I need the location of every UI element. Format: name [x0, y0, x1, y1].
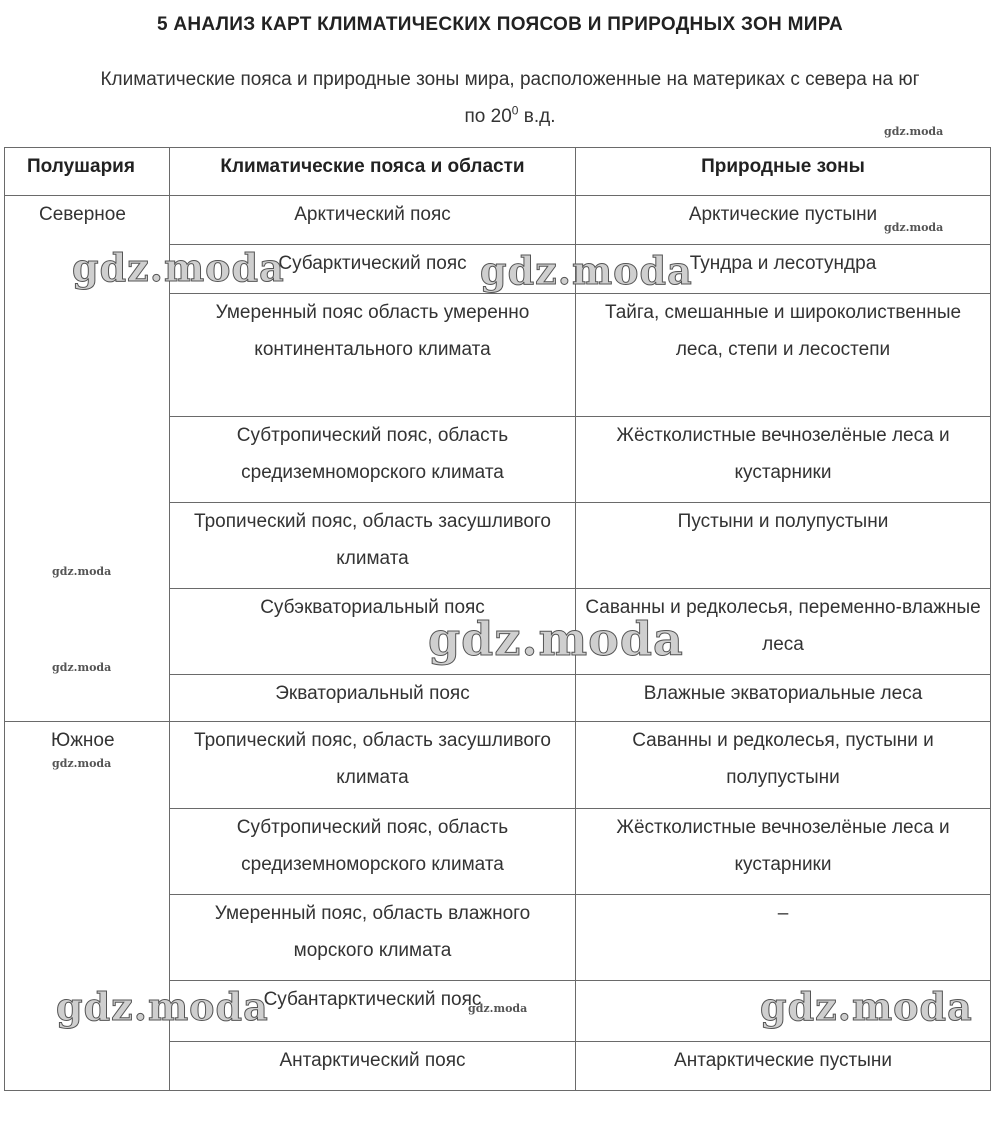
- belt-cell: Умеренный пояс, область влажного морского климата: [170, 895, 576, 981]
- subtitle-degree-sup: 0: [511, 103, 519, 118]
- table-header-row: [5, 148, 991, 196]
- hemisphere-southern: Южное: [5, 722, 170, 1091]
- belt-cell: Антарктический пояс: [170, 1042, 576, 1091]
- belt-cell: Субтропический пояс, область средиземноморского климата: [170, 809, 576, 895]
- watermark: gdz.moda: [56, 984, 269, 1029]
- zone-cell: Арктические пустыни: [576, 196, 991, 245]
- belt-cell: Тропический пояс, область засушливого климата: [170, 722, 576, 809]
- watermark: gdz.moda: [428, 612, 684, 666]
- belt-cell: Субэкваториальный пояс: [170, 589, 576, 675]
- subtitle-line2-prefix: по 20: [464, 106, 512, 127]
- watermark: gdz.moda: [468, 1002, 528, 1015]
- subtitle-line1: Климатические пояса и природные зоны мира, расположенные на материках с севера на юг: [100, 69, 920, 90]
- watermark: gdz.moda: [884, 221, 944, 234]
- watermark: gdz.moda: [480, 248, 693, 293]
- watermark: gdz.moda: [72, 245, 285, 290]
- header-zones: Природные зоны: [576, 148, 991, 196]
- zone-cell: [576, 981, 991, 1042]
- belt-cell: Субтропический пояс, область средиземноморского климата: [170, 417, 576, 503]
- table-row: [5, 196, 991, 245]
- watermark: gdz.moda: [52, 757, 112, 770]
- watermark: gdz.moda: [884, 125, 944, 138]
- watermark: gdz.moda: [52, 565, 112, 578]
- zone-cell: Тундра и лесотундра: [576, 245, 991, 294]
- page-title: 5 АНАЛИЗ КАРТ КЛИМАТИЧЕСКИХ ПОЯСОВ И ПРИРОДНЫХ ЗОН МИРА: [156, 14, 844, 35]
- watermark: gdz.moda: [52, 661, 112, 674]
- zone-cell: Жёстколистные вечнозелёные леса и кустарники: [576, 809, 991, 895]
- zone-cell: Тайга, смешанные и широколиственные леса, степи и лесостепи: [576, 294, 991, 417]
- climate-table: [4, 147, 991, 1091]
- belt-cell: Арктический пояс: [170, 196, 576, 245]
- zone-cell: Антарктические пустыни: [576, 1042, 991, 1091]
- zone-cell: Пустыни и полупустыни: [576, 503, 991, 589]
- header-belts: Климатические пояса и области: [170, 148, 576, 196]
- subtitle: [30, 61, 990, 135]
- belt-cell: Субантарктический пояс: [170, 981, 576, 1042]
- zone-cell: Влажные экваториальные леса: [576, 675, 991, 722]
- belt-cell: Субарктический пояс: [170, 245, 576, 294]
- table-row: [5, 722, 991, 809]
- belt-cell: Умеренный пояс область умеренно континентального климата: [170, 294, 576, 417]
- belt-cell: Тропический пояс, область засушливого климата: [170, 503, 576, 589]
- zone-cell: –: [576, 895, 991, 981]
- hemisphere-northern: Северное: [5, 196, 170, 722]
- zone-cell: Жёстколистные вечнозелёные леса и кустарники: [576, 417, 991, 503]
- subtitle-line2-suffix: в.д.: [518, 106, 556, 127]
- header-hemisphere: Полушария: [5, 148, 170, 196]
- belt-cell: Экваториальный пояс: [170, 675, 576, 722]
- watermark: gdz.moda: [760, 984, 973, 1029]
- zone-cell: Саванны и редколесья, пустыни и полупустыни: [576, 722, 991, 809]
- zone-cell: Саванны и редколесья, переменно-влажные леса: [576, 589, 991, 675]
